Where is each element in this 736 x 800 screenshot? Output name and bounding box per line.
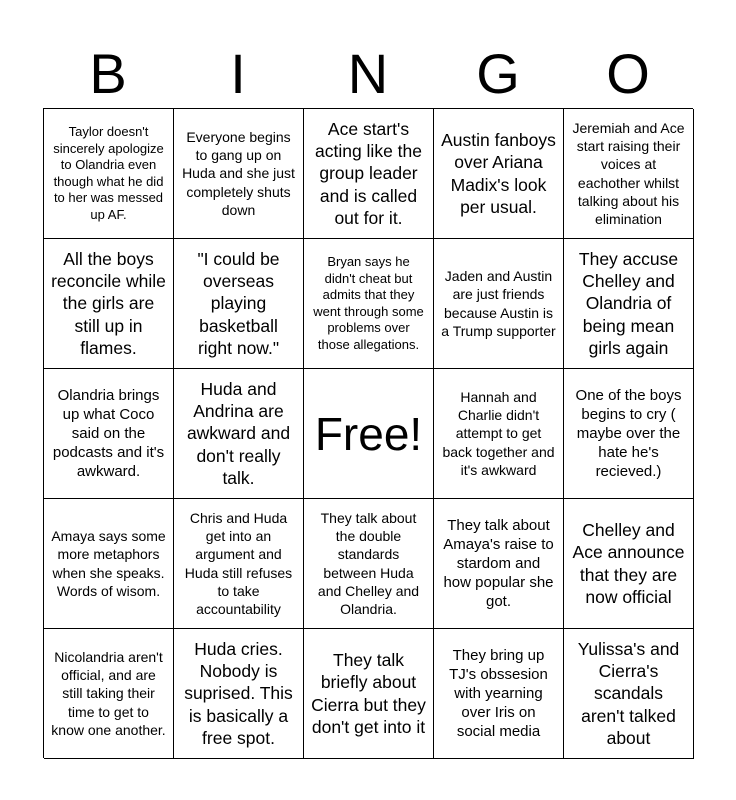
bingo-cell-r1c2[interactable] — [174, 109, 304, 239]
bingo-cell-r3c5[interactable] — [564, 369, 694, 499]
bingo-cell-r4c4[interactable] — [434, 499, 564, 629]
bingo-cell-r4c3[interactable] — [304, 499, 434, 629]
bingo-cell-free-space[interactable] — [304, 369, 434, 499]
cell-text: Huda cries. Nobody is suprised. This is basically a free spot. — [184, 638, 293, 748]
cell-text: Jaden and Austin are just friends because Austin is a Trump supporter — [441, 268, 556, 339]
cell-text: "I could be overseas playing basketball right now." — [197, 248, 280, 358]
header-letter-o: O — [606, 42, 650, 105]
cell-text: Everyone begins to gang up on Huda and she just completely shuts down — [182, 128, 295, 218]
bingo-cell-r3c4[interactable] — [434, 369, 564, 499]
bingo-cell-r4c2[interactable] — [174, 499, 304, 629]
cell-text: Nicolandria aren't official, and are still taking their time to get to know one another. — [51, 648, 166, 738]
cell-text: All the boys reconcile while the girls are still up in flames. — [51, 248, 166, 358]
free-space-text: Free! — [314, 407, 423, 460]
cell-text: Hannah and Charlie didn't attempt to get back together and it's awkward — [442, 388, 555, 478]
header-letter-i: I — [230, 42, 246, 105]
header-letter-n: N — [347, 42, 389, 105]
cell-text: They talk briefly about Cierra but they don't get into it — [311, 650, 426, 737]
header-letter-b: B — [89, 42, 127, 105]
bingo-cell-r5c5[interactable] — [564, 629, 694, 759]
bingo-cell-r2c2[interactable] — [174, 239, 304, 369]
cell-text: Ace start's acting like the group leader and is called out for it. — [314, 118, 422, 228]
cell-text: Chris and Huda get into an argument and Huda still refuses to take accountability — [184, 509, 293, 617]
bingo-cell-r3c2[interactable] — [174, 369, 304, 499]
cell-text: They talk about the double standards between Huda and Chelley and Olandria. — [317, 509, 420, 617]
bingo-cell-r1c3[interactable] — [304, 109, 434, 239]
bingo-cell-r2c3[interactable] — [304, 239, 434, 369]
bingo-cell-r4c1[interactable] — [44, 499, 174, 629]
cell-text: They bring up TJ's obssesion with yearning over Iris on social media — [449, 647, 548, 740]
cell-text: They accuse Chelley and Olandria of being mean girls again — [578, 248, 679, 358]
cell-text: One of the boys begins to cry ( maybe over the hate he's recieved.) — [575, 387, 682, 480]
bingo-cell-r2c5[interactable] — [564, 239, 694, 369]
bingo-cell-r1c4[interactable] — [434, 109, 564, 239]
bingo-cell-r1c5[interactable] — [564, 109, 694, 239]
bingo-cell-r2c1[interactable] — [44, 239, 174, 369]
bingo-cell-r5c2[interactable] — [174, 629, 304, 759]
bingo-cell-r3c1[interactable] — [44, 369, 174, 499]
bingo-cell-r4c5[interactable] — [564, 499, 694, 629]
cell-text: Amaya says some more metaphors when she speaks. Words of wisom. — [51, 528, 166, 599]
cell-text: Taylor doesn't sincerely apologize to Olandria even though what he did to her was messed up AF. — [53, 124, 164, 222]
bingo-grid — [43, 108, 693, 758]
header-letter-g: G — [476, 42, 520, 105]
cell-text: Huda and Andrina are awkward and don't really talk. — [186, 378, 291, 488]
cell-text: Yulissa's and Cierra's scandals aren't talked about — [577, 638, 680, 748]
cell-text: Jeremiah and Ace start raising their voices at eachother whilst talking about his elimination — [572, 119, 685, 227]
cell-text: Olandria brings up what Coco said on the podcasts and it's awkward. — [52, 387, 165, 480]
cell-text: Chelley and Ace announce that they are now official — [572, 520, 685, 607]
bingo-cell-r5c3[interactable] — [304, 629, 434, 759]
cell-text: They talk about Amaya's raise to stardom and how popular she got. — [443, 517, 554, 610]
cell-text: Austin fanboys over Ariana Madix's look per usual. — [441, 130, 556, 217]
bingo-cell-r5c4[interactable] — [434, 629, 564, 759]
bingo-header — [43, 40, 693, 108]
bingo-cell-r1c1[interactable] — [44, 109, 174, 239]
bingo-cell-r5c1[interactable] — [44, 629, 174, 759]
bingo-cell-r2c4[interactable] — [434, 239, 564, 369]
cell-text: Bryan says he didn't cheat but admits that they went through some problems over those allegations. — [313, 254, 424, 352]
